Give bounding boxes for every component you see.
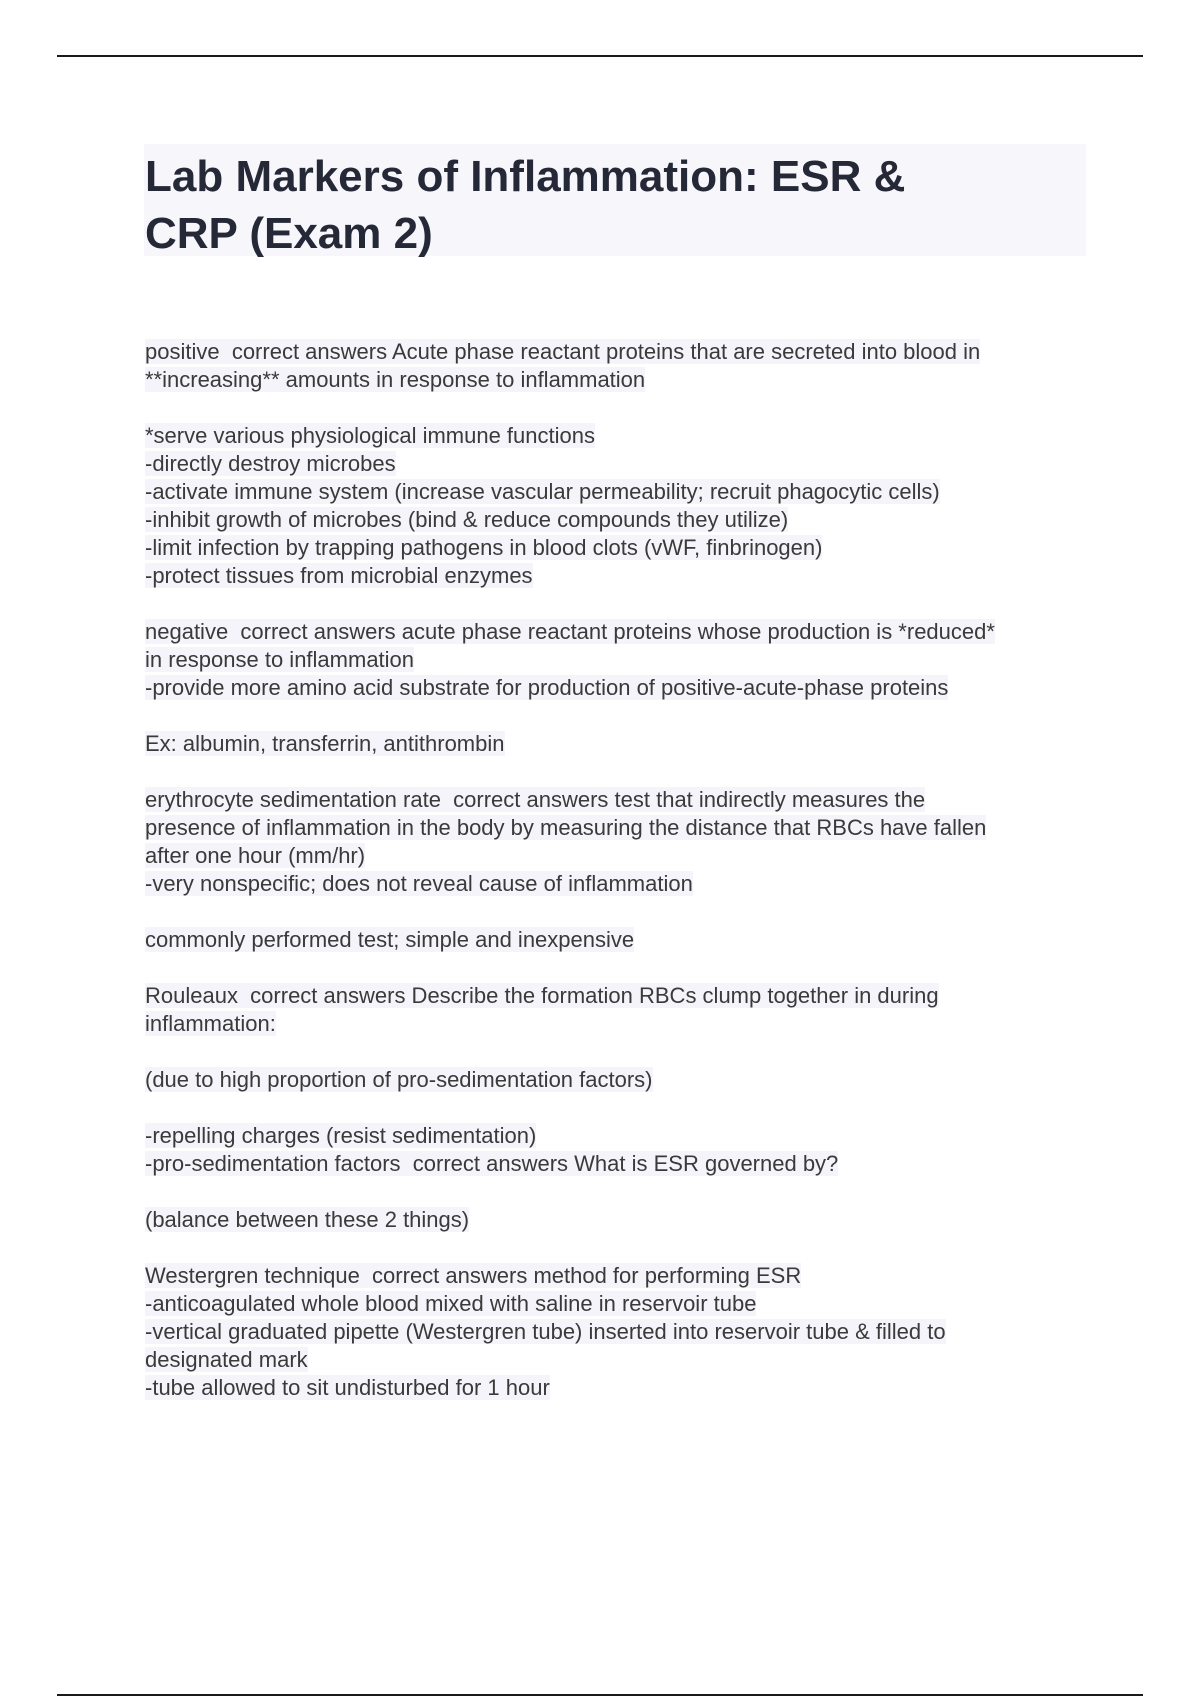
paragraph-spacer xyxy=(145,590,1085,618)
text-line xyxy=(145,1290,1085,1318)
text-line-content: (due to high proportion of pro-sedimentation factors) xyxy=(145,1067,653,1092)
text-line xyxy=(145,646,1085,674)
document-body xyxy=(145,338,1085,1402)
text-line-content: -directly destroy microbes xyxy=(145,451,396,476)
page-title-line-2: CRP (Exam 2) xyxy=(145,209,433,258)
text-line xyxy=(145,450,1085,478)
page-title xyxy=(145,148,1075,262)
paragraph xyxy=(145,422,1085,590)
text-line-content: -inhibit growth of microbes (bind & reduce compounds they utilize) xyxy=(145,507,789,532)
text-line xyxy=(145,534,1085,562)
paragraph xyxy=(145,730,1085,758)
text-line-content: (balance between these 2 things) xyxy=(145,1207,470,1232)
paragraph xyxy=(145,338,1085,394)
paragraph-spacer xyxy=(145,1094,1085,1122)
paragraph-spacer xyxy=(145,1234,1085,1262)
text-line-content: **increasing** amounts in response to inflammation xyxy=(145,367,646,392)
text-line-content: Westergren technique correct answers method for performing ESR xyxy=(145,1263,802,1288)
text-line xyxy=(145,1010,1085,1038)
text-line xyxy=(145,982,1085,1010)
text-line xyxy=(145,674,1085,702)
header-rule xyxy=(57,55,1143,57)
text-line xyxy=(145,814,1085,842)
paragraph xyxy=(145,1066,1085,1094)
text-line xyxy=(145,562,1085,590)
text-line xyxy=(145,1066,1085,1094)
text-line-content: negative correct answers acute phase reactant proteins whose production is *reduced* xyxy=(145,619,995,644)
text-line-content: designated mark xyxy=(145,1347,308,1372)
text-line xyxy=(145,1122,1085,1150)
paragraph-spacer xyxy=(145,1178,1085,1206)
text-line xyxy=(145,506,1085,534)
paragraph-spacer xyxy=(145,702,1085,730)
paragraph-spacer xyxy=(145,758,1085,786)
text-line xyxy=(145,730,1085,758)
text-line xyxy=(145,870,1085,898)
text-line-content: positive correct answers Acute phase reactant proteins that are secreted into blood in xyxy=(145,339,981,364)
text-line-content: presence of inflammation in the body by measuring the distance that RBCs have fallen xyxy=(145,815,987,840)
text-line-content: erythrocyte sedimentation rate correct answers test that indirectly measures the xyxy=(145,787,926,812)
text-line xyxy=(145,786,1085,814)
footer-rule xyxy=(57,1694,1143,1696)
text-line-content: -repelling charges (resist sedimentation) xyxy=(145,1123,537,1148)
text-line-content: inflammation: xyxy=(145,1011,276,1036)
paragraph xyxy=(145,926,1085,954)
text-line-content: -pro-sedimentation factors correct answers What is ESR governed by? xyxy=(145,1151,839,1176)
text-line xyxy=(145,926,1085,954)
text-line xyxy=(145,618,1085,646)
text-line-content: Ex: albumin, transferrin, antithrombin xyxy=(145,731,505,756)
text-line-content: in response to inflammation xyxy=(145,647,415,672)
paragraph-spacer xyxy=(145,898,1085,926)
text-line-content: -provide more amino acid substrate for production of positive-acute-phase proteins xyxy=(145,675,949,700)
paragraph-spacer xyxy=(145,954,1085,982)
text-line xyxy=(145,1150,1085,1178)
text-line xyxy=(145,842,1085,870)
paragraph xyxy=(145,1262,1085,1402)
text-line-content: -activate immune system (increase vascular permeability; recruit phagocytic cells) xyxy=(145,479,940,504)
text-line xyxy=(145,478,1085,506)
paragraph-spacer xyxy=(145,1038,1085,1066)
text-line-content: -limit infection by trapping pathogens in blood clots (vWF, finbrinogen) xyxy=(145,535,823,560)
text-line-content: -very nonspecific; does not reveal cause of inflammation xyxy=(145,871,693,896)
text-line xyxy=(145,1374,1085,1402)
text-line-content: *serve various physiological immune functions xyxy=(145,423,595,448)
paragraph xyxy=(145,618,1085,702)
text-line-content: after one hour (mm/hr) xyxy=(145,843,366,868)
text-line-content: -tube allowed to sit undisturbed for 1 hour xyxy=(145,1375,550,1400)
text-line xyxy=(145,338,1085,366)
text-line-content: -anticoagulated whole blood mixed with saline in reservoir tube xyxy=(145,1291,757,1316)
text-line-content: commonly performed test; simple and inexpensive xyxy=(145,927,635,952)
page-title-line-1: Lab Markers of Inflammation: ESR & xyxy=(145,152,906,201)
paragraph xyxy=(145,786,1085,898)
paragraph-spacer xyxy=(145,394,1085,422)
paragraph xyxy=(145,1122,1085,1178)
text-line-content: -protect tissues from microbial enzymes xyxy=(145,563,533,588)
text-line xyxy=(145,1206,1085,1234)
text-line xyxy=(145,1262,1085,1290)
text-line xyxy=(145,1346,1085,1374)
text-line xyxy=(145,366,1085,394)
paragraph xyxy=(145,1206,1085,1234)
text-line-content: -vertical graduated pipette (Westergren tube) inserted into reservoir tube & filled to xyxy=(145,1319,946,1344)
paragraph xyxy=(145,982,1085,1038)
text-line xyxy=(145,422,1085,450)
text-line xyxy=(145,1318,1085,1346)
text-line-content: Rouleaux correct answers Describe the formation RBCs clump together in during xyxy=(145,983,939,1008)
